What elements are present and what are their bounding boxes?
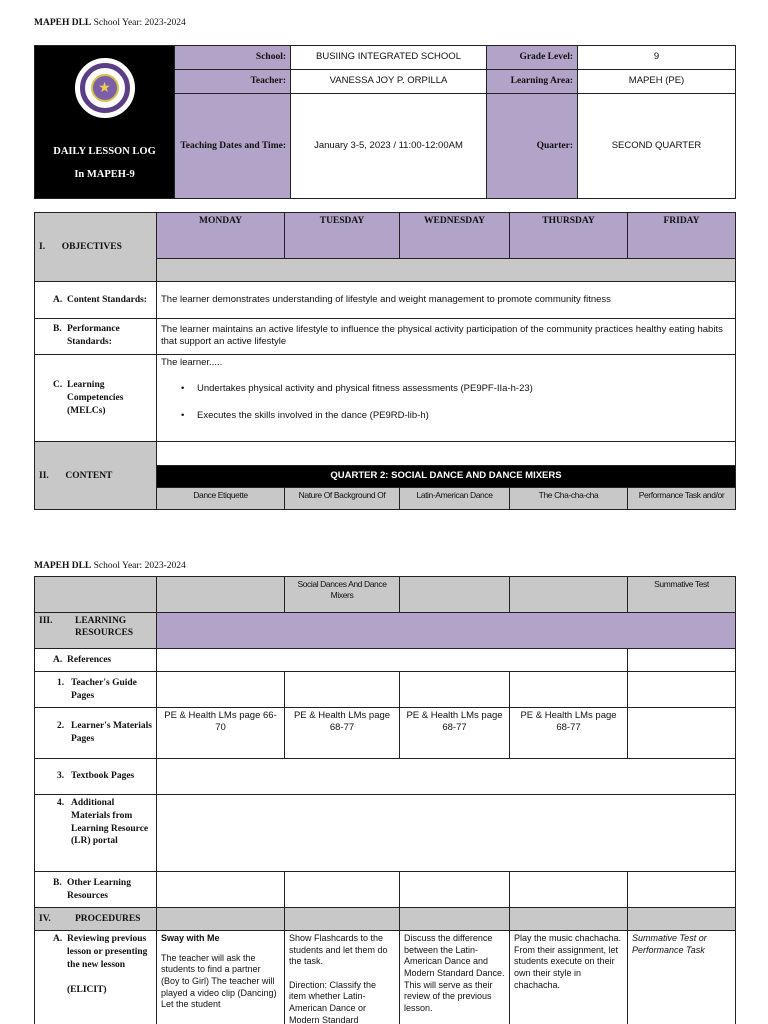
proc-monday <box>157 908 285 931</box>
objectives-blank-band <box>157 259 736 282</box>
day-friday: FRIDAY <box>628 213 736 259</box>
learning-resources-heading: III. LEARNING RESOURCES <box>35 613 157 649</box>
other-thursday <box>510 872 628 908</box>
teacher-value: VANESSA JOY P. ORPILLA <box>291 70 487 94</box>
logo-subtitle: In MAPEH-9 <box>74 169 135 180</box>
performance-standards-text: The learner maintains an active lifestyle to influence the physical activity participation of the community practices healthy eating habits that support an active lifestyle <box>157 318 736 354</box>
document-header-page2 <box>34 561 186 571</box>
other-resources-label: B. Other Learning Resources <box>35 872 157 908</box>
proc-wednesday <box>400 908 510 931</box>
competencies-list <box>161 383 731 422</box>
review-monday <box>157 931 285 1024</box>
references-label: A. References <box>35 649 157 672</box>
logo-cell <box>35 46 175 199</box>
topic-tuesday: Nature Of Background Of <box>285 487 400 509</box>
day-thursday: THURSDAY <box>510 213 628 259</box>
competency-item: • Executes the skills involved in the dance (PE9RD-lib-h) <box>161 410 731 422</box>
other-tuesday <box>285 872 400 908</box>
review-monday-text: The teacher will ask the students to find a partner (Boy to Girl) The teacher will played a video clip (Dancing) Let the student <box>161 952 277 1010</box>
school-label: School: <box>175 46 291 70</box>
performance-standards-label: B. Performance Standards: <box>35 318 157 354</box>
day-wednesday: WEDNESDAY <box>400 213 510 259</box>
learners-materials-label: 2. Learner's Materials Pages <box>35 708 157 759</box>
quarter-value: SECOND QUARTER <box>578 94 736 199</box>
teachers-guide-label: 1. Teacher's Guide Pages <box>35 672 157 708</box>
objectives-heading: I. OBJECTIVES <box>35 213 157 282</box>
resources-table <box>34 576 736 1024</box>
doc-title: MAPEH DLL <box>34 18 92 28</box>
school-year: School Year: 2023-2024 <box>93 18 186 28</box>
topic-cont-thursday <box>510 577 628 613</box>
grade-value: 9 <box>578 46 736 70</box>
school-value: BUSIING INTEGRATED SCHOOL <box>291 46 487 70</box>
tg-friday <box>628 672 736 708</box>
learning-competencies-label: C. Learning Competencies (MELCs) <box>35 354 157 442</box>
review-thursday: Play the music chachacha. From their assignment, let students execute on their own their style in chachacha. <box>510 931 628 1024</box>
tg-thursday <box>510 672 628 708</box>
additional-materials-label: 4. Additional Materials from Learning Resource (LR) portal <box>35 795 157 872</box>
topic-friday: Performance Task and/or <box>628 487 736 509</box>
lm-tuesday: PE & Health LMs page 68-77 <box>285 708 400 759</box>
objectives-table <box>34 212 736 510</box>
area-label: Learning Area: <box>487 70 578 94</box>
competency-item: • Undertakes physical activity and physical fitness assessments (PE9PF-IIa-h-23) <box>161 383 731 395</box>
topic-cont-monday <box>157 577 285 613</box>
review-friday: Summative Test or Performance Task <box>628 931 736 1024</box>
learning-competencies-text <box>157 354 736 442</box>
review-wednesday: Discuss the difference between the Latin-American Dance and Modern Standard Dance. This will serve as their review of the previous lesson. <box>400 931 510 1024</box>
topic-cont-blank <box>35 577 157 613</box>
review-monday-title: Sway with Me <box>161 933 220 943</box>
quarter-label: Quarter: <box>487 94 578 199</box>
references-friday <box>628 649 736 672</box>
document-header <box>34 18 186 28</box>
other-wednesday <box>400 872 510 908</box>
lm-thursday: PE & Health LMs page 68-77 <box>510 708 628 759</box>
textbook-blank <box>157 759 736 795</box>
topic-cont-wednesday <box>400 577 510 613</box>
proc-thursday <box>510 908 628 931</box>
references-blank <box>157 649 628 672</box>
other-monday <box>157 872 285 908</box>
teacher-label: Teacher: <box>175 70 291 94</box>
review-tuesday: Show Flashcards to the students and let them do the task. Direction: Classify the item whether Latin-American Dance or Modern Standard <box>285 931 400 1024</box>
lm-monday: PE & Health LMs page 66-70 <box>157 708 285 759</box>
school-year: School Year: 2023-2024 <box>93 561 186 571</box>
doc-title: MAPEH DLL <box>34 561 92 571</box>
tg-wednesday <box>400 672 510 708</box>
dates-value: January 3-5, 2023 / 11:00-12:00AM <box>291 94 487 199</box>
dates-label: Teaching Dates and Time: <box>175 94 291 199</box>
logo-title: DAILY LESSON LOG <box>53 145 156 157</box>
content-blank <box>157 442 736 465</box>
topic-cont-tuesday: Social Dances And Dance Mixers <box>285 577 400 613</box>
competencies-intro: The learner..... <box>161 356 223 368</box>
quarter-banner: QUARTER 2: SOCIAL DANCE AND DANCE MIXERS <box>157 465 736 487</box>
proc-friday <box>628 908 736 931</box>
day-tuesday: TUESDAY <box>285 213 400 259</box>
area-value: MAPEH (PE) <box>578 70 736 94</box>
additional-materials-blank <box>157 795 736 872</box>
reviewing-label: A. Reviewing previous lesson or presenting the new lesson (ELICIT) <box>35 931 157 1024</box>
header-table <box>34 45 736 199</box>
topic-thursday: The Cha-cha-cha <box>510 487 628 509</box>
other-friday <box>628 872 736 908</box>
day-monday: MONDAY <box>157 213 285 259</box>
topic-cont-friday: Summative Test <box>628 577 736 613</box>
content-standards-label: A. Content Standards: <box>35 282 157 318</box>
proc-tuesday <box>285 908 400 931</box>
grade-label: Grade Level: <box>487 46 578 70</box>
content-heading: II. CONTENT <box>35 442 157 510</box>
textbook-label: 3. Textbook Pages <box>35 759 157 795</box>
tg-monday <box>157 672 285 708</box>
topic-wednesday: Latin-American Dance <box>400 487 510 509</box>
lm-wednesday: PE & Health LMs page 68-77 <box>400 708 510 759</box>
deped-seal-icon: ★ <box>75 58 135 118</box>
procedures-heading: IV. PROCEDURES <box>35 908 157 931</box>
lm-friday <box>628 708 736 759</box>
content-standards-text: The learner demonstrates understanding of lifestyle and weight management to promote community fitness <box>157 282 736 318</box>
learning-resources-band <box>157 613 736 649</box>
tg-tuesday <box>285 672 400 708</box>
topic-monday: Dance Etiquette <box>157 487 285 509</box>
